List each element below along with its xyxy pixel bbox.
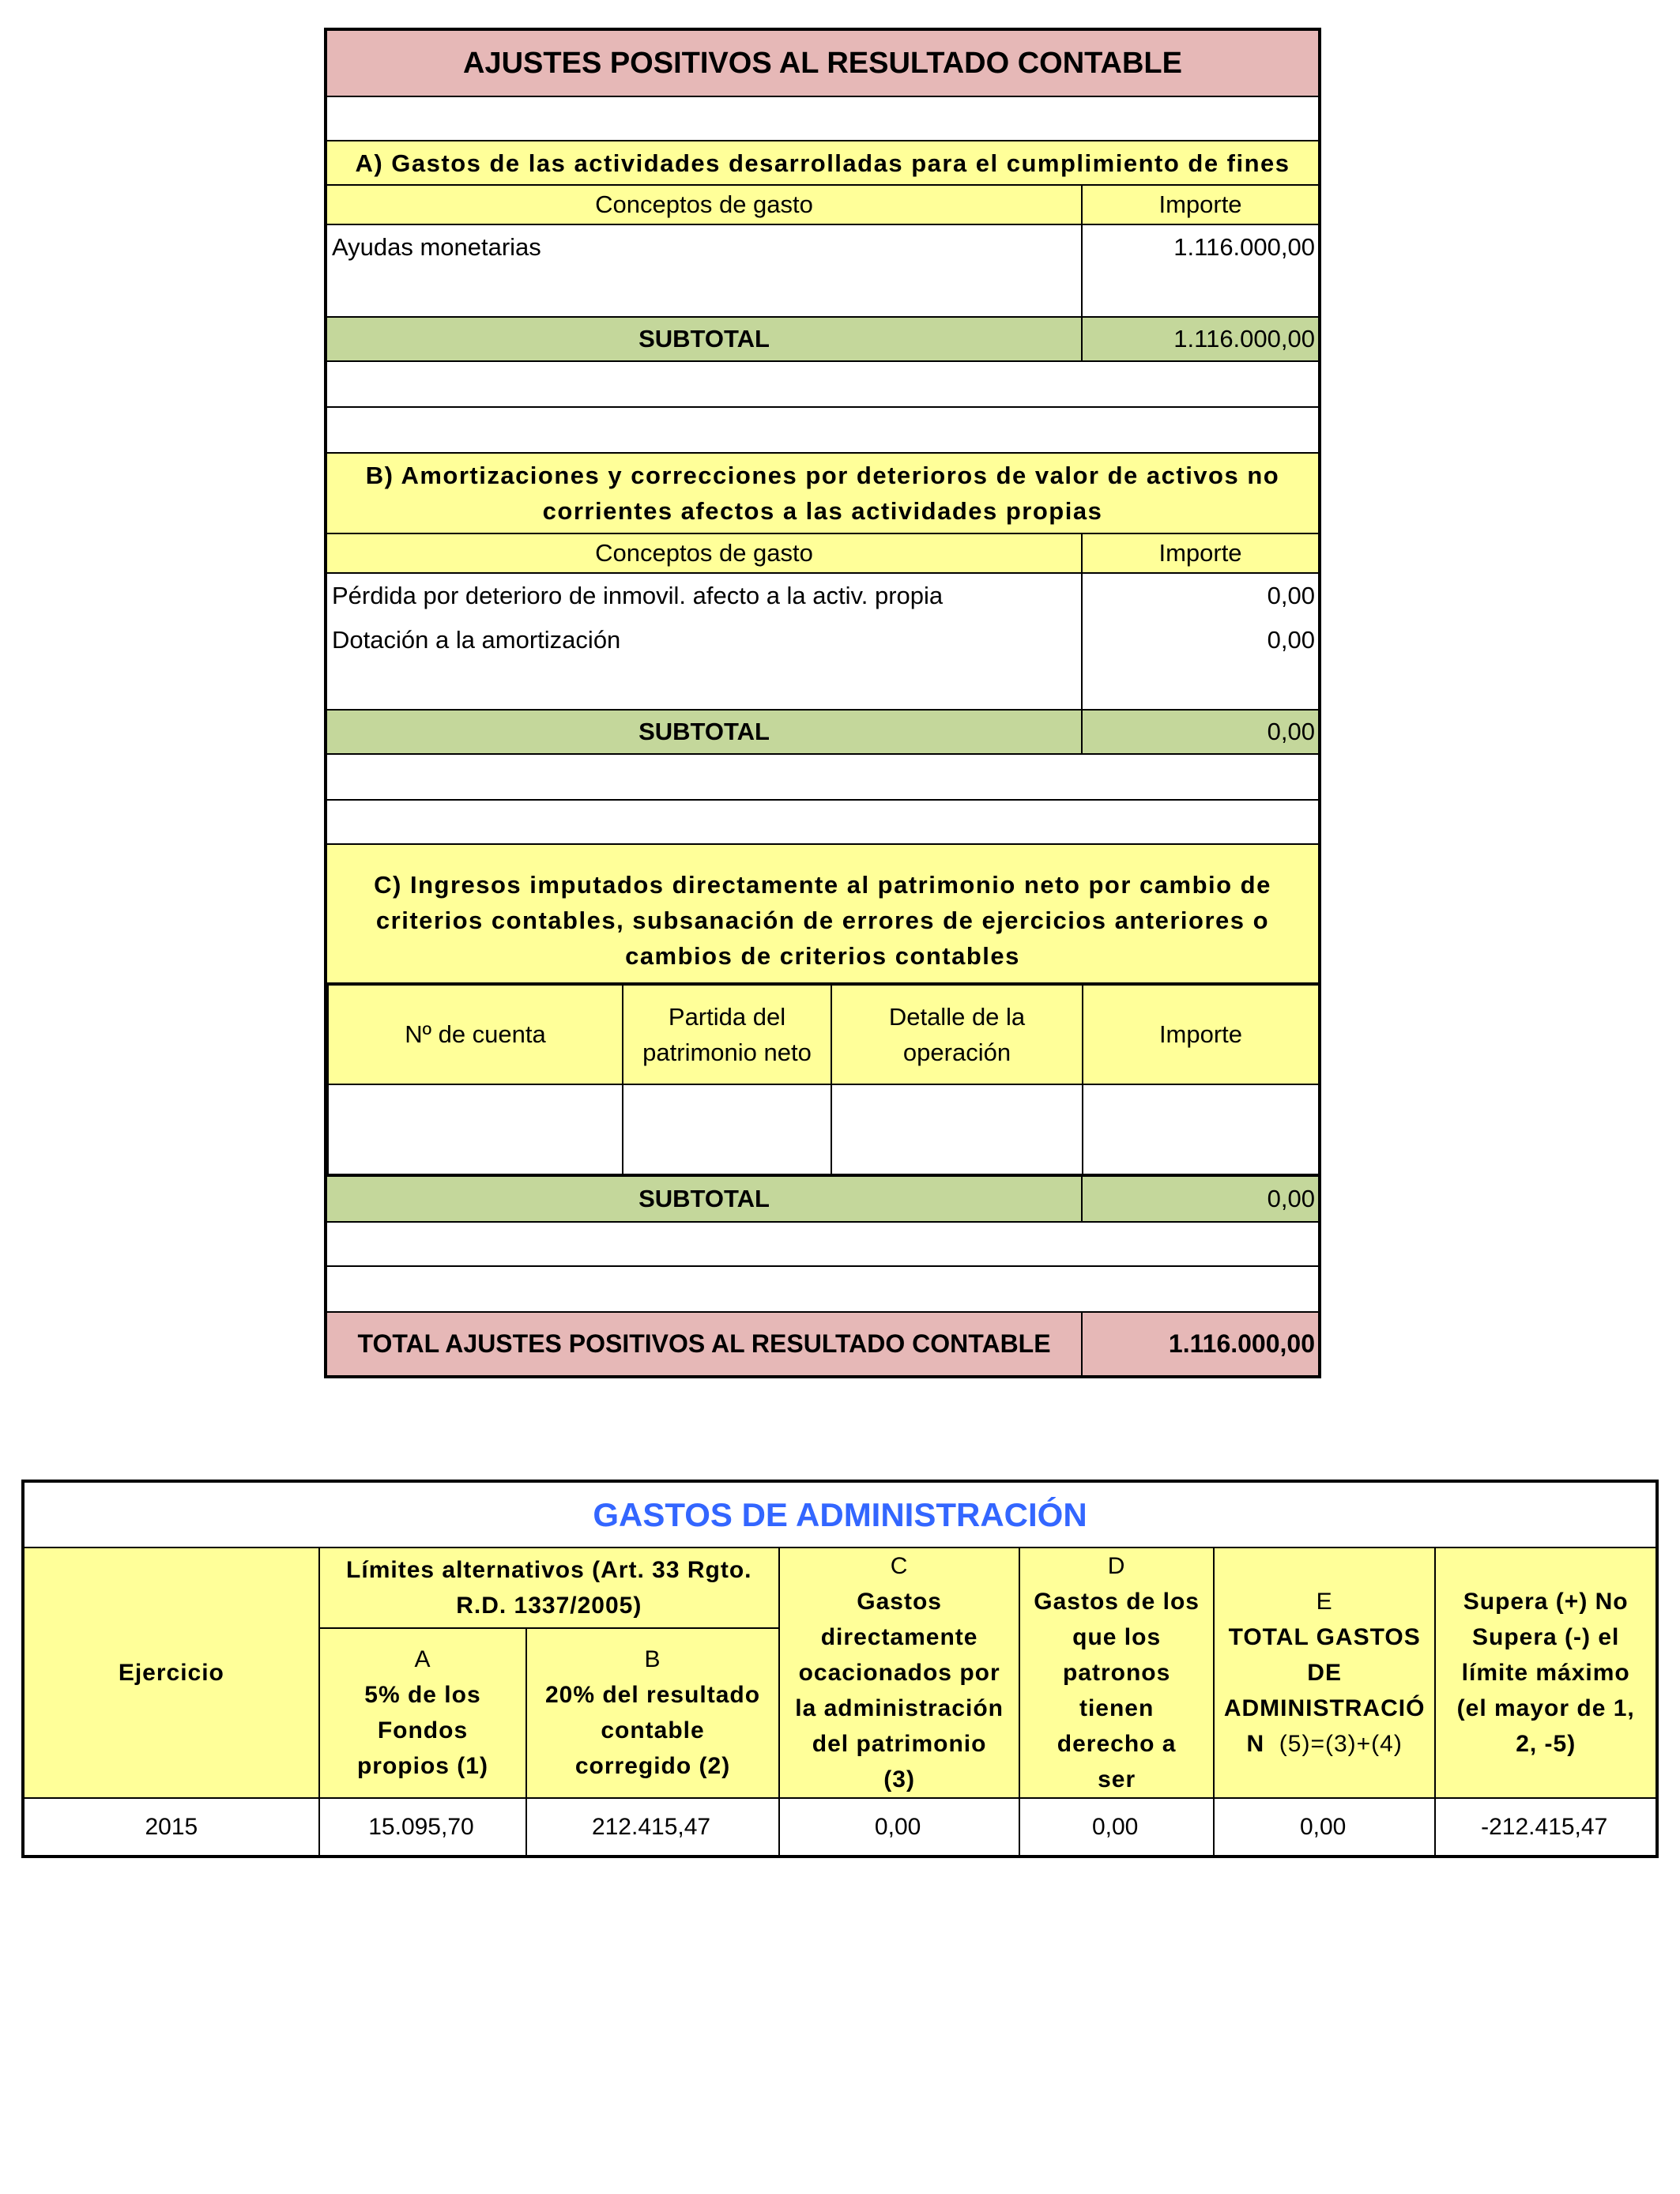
col-limites-line1: Límites alternativos (Art. 33 Rgto.	[346, 1556, 752, 1583]
row-f: -212.415,47	[1435, 1798, 1657, 1857]
col-c-line: ocacionados por	[798, 1660, 1000, 1686]
section-c-col-amount: Importe	[1083, 985, 1319, 1084]
col-b-letter: B	[644, 1646, 661, 1673]
col-e-line-last	[1215, 1726, 1435, 1762]
row-a: 15.095,70	[319, 1798, 527, 1857]
section-c-empty-cell	[328, 1084, 623, 1174]
section-a-item-amount: 1.116.000,00	[1173, 233, 1315, 261]
col-a-letter: A	[414, 1646, 431, 1673]
blank-row	[326, 1266, 1320, 1312]
col-d-letter: D	[1107, 1553, 1126, 1579]
col-a-line: 5% de los	[364, 1682, 481, 1709]
section-c-col-account: Nº de cuenta	[328, 985, 623, 1084]
section-c-title	[326, 844, 1320, 983]
section-a-col-concept: Conceptos de gasto	[326, 185, 1082, 224]
col-d-line: Gastos de los	[1034, 1589, 1200, 1615]
section-c-col-partida	[623, 985, 831, 1084]
section-b-title	[326, 453, 1320, 533]
gastos-administracion-table	[21, 1480, 1659, 1858]
section-a-concepts	[326, 224, 1082, 317]
row-ejercicio: 2015	[23, 1798, 319, 1857]
section-c-subtotal-value: 0,00	[1082, 1176, 1320, 1222]
row-e: 0,00	[1214, 1798, 1436, 1857]
blank-row	[326, 361, 1320, 407]
col-limites	[319, 1547, 779, 1628]
section-c-col-detalle-line2: operación	[902, 1039, 1011, 1066]
col-d-line: ser	[1098, 1766, 1136, 1793]
total-ajustes-label: TOTAL AJUSTES POSITIVOS AL RESULTADO CONTABLE	[326, 1312, 1082, 1377]
col-b-line: 20% del resultado	[544, 1682, 761, 1709]
section-c-col-detalle	[831, 985, 1083, 1084]
section-a-title: A) Gastos de las actividades desarrolladas para el cumplimiento de fines	[326, 141, 1320, 185]
section-a-col-amount: Importe	[1082, 185, 1320, 224]
blank-row	[326, 754, 1320, 800]
gastos-title: GASTOS DE ADMINISTRACIÓN	[23, 1481, 1657, 1547]
col-b-line: corregido (2)	[574, 1753, 731, 1780]
section-b-item-concept: Dotación a la amortización	[332, 626, 621, 654]
section-b-subtotal-value: 0,00	[1082, 710, 1320, 754]
blank-row	[326, 800, 1320, 844]
col-c-letter: C	[890, 1553, 909, 1579]
col-ejercicio: Ejercicio	[23, 1547, 319, 1798]
col-f-line: límite máximo	[1461, 1660, 1630, 1686]
col-f	[1435, 1547, 1657, 1798]
col-f-line: Supera (-) el	[1472, 1624, 1620, 1650]
col-d-line: tienen	[1079, 1695, 1155, 1721]
section-c-subtotal-label: SUBTOTAL	[326, 1176, 1082, 1222]
section-b-concepts	[326, 573, 1082, 710]
col-a	[319, 1628, 527, 1798]
col-d-line: que los	[1072, 1624, 1162, 1650]
col-c-line: Gastos	[857, 1589, 942, 1615]
section-a-subtotal-label: SUBTOTAL	[326, 317, 1082, 361]
section-c-title-line2: criterios contables, subsanación de errores de ejercicios anteriores o	[375, 906, 1270, 934]
section-c-empty-cell	[623, 1084, 831, 1174]
blank-row	[326, 1222, 1320, 1266]
section-b-item-amount: 0,00	[1267, 626, 1315, 654]
section-c-col-partida-line2: patrimonio neto	[642, 1039, 812, 1066]
section-a-amounts	[1082, 224, 1320, 317]
col-d-line: derecho a	[1057, 1731, 1177, 1757]
section-b-subtotal-label: SUBTOTAL	[326, 710, 1082, 754]
row-d: 0,00	[1019, 1798, 1213, 1857]
col-c-line: la administración	[795, 1695, 1004, 1721]
col-e	[1214, 1547, 1436, 1798]
col-c-line: (3)	[883, 1766, 915, 1793]
col-e-line: TOTAL GASTOS	[1228, 1624, 1421, 1650]
col-e-letter: E	[1316, 1589, 1333, 1615]
section-c-col-partida-line1: Partida del	[668, 1003, 786, 1031]
col-c-line: del patrimonio	[812, 1731, 987, 1757]
section-c-title-line3: cambios de criterios contables	[625, 941, 1020, 970]
row-c: 0,00	[779, 1798, 1020, 1857]
col-e-last-bold: N	[1246, 1731, 1265, 1757]
row-b: 212.415,47	[526, 1798, 779, 1857]
section-c-col-detalle-line1: Detalle de la	[888, 1003, 1026, 1031]
ajustes-positivos-table	[324, 28, 1321, 1378]
section-a-subtotal-value: 1.116.000,00	[1082, 317, 1320, 361]
col-d-line: patronos	[1062, 1660, 1171, 1686]
col-a-line: propios (1)	[356, 1753, 488, 1780]
col-b	[526, 1628, 779, 1798]
col-e-line: ADMINISTRACIÓ	[1223, 1695, 1426, 1721]
section-b-item-concept: Pérdida por deterioro de inmovil. afecto a la activ. propia	[332, 582, 944, 609]
blank-row	[326, 96, 1320, 141]
section-b-item-amount: 0,00	[1267, 582, 1315, 609]
col-e-formula: (5)=(3)+(4)	[1279, 1731, 1403, 1757]
col-d	[1019, 1547, 1213, 1798]
section-b-title-line2: corrientes afectos a las actividades propias	[542, 497, 1103, 525]
section-a-item-concept: Ayudas monetarias	[332, 233, 541, 261]
col-f-line: 2, -5)	[1516, 1731, 1576, 1757]
col-limites-line2: R.D. 1337/2005)	[456, 1592, 642, 1619]
col-c	[779, 1547, 1020, 1798]
section-b-col-amount: Importe	[1082, 533, 1320, 573]
col-e-line: DE	[1307, 1660, 1342, 1686]
total-ajustes-value: 1.116.000,00	[1082, 1312, 1320, 1377]
section-b-title-line1: B) Amortizaciones y correcciones por deterioros de valor de activos no	[365, 462, 1280, 489]
section-c-empty-cell	[831, 1084, 1083, 1174]
section-b-amounts	[1082, 573, 1320, 710]
section-b-col-concept: Conceptos de gasto	[326, 533, 1082, 573]
col-c-line: directamente	[820, 1624, 978, 1650]
section-c-grid-cell	[326, 983, 1320, 1176]
col-a-line: Fondos	[377, 1717, 469, 1744]
blank-row	[326, 407, 1320, 453]
col-f-line: (el mayor de 1,	[1456, 1695, 1635, 1721]
ajustes-title: AJUSTES POSITIVOS AL RESULTADO CONTABLE	[326, 29, 1320, 96]
section-c-empty-cell	[1083, 1084, 1319, 1174]
col-f-line: Supera (+) No	[1463, 1589, 1629, 1615]
col-b-line: contable	[601, 1717, 705, 1744]
section-c-grid	[327, 984, 1320, 1175]
section-c-title-line1: C) Ingresos imputados directamente al patrimonio neto por cambio de	[374, 870, 1271, 899]
